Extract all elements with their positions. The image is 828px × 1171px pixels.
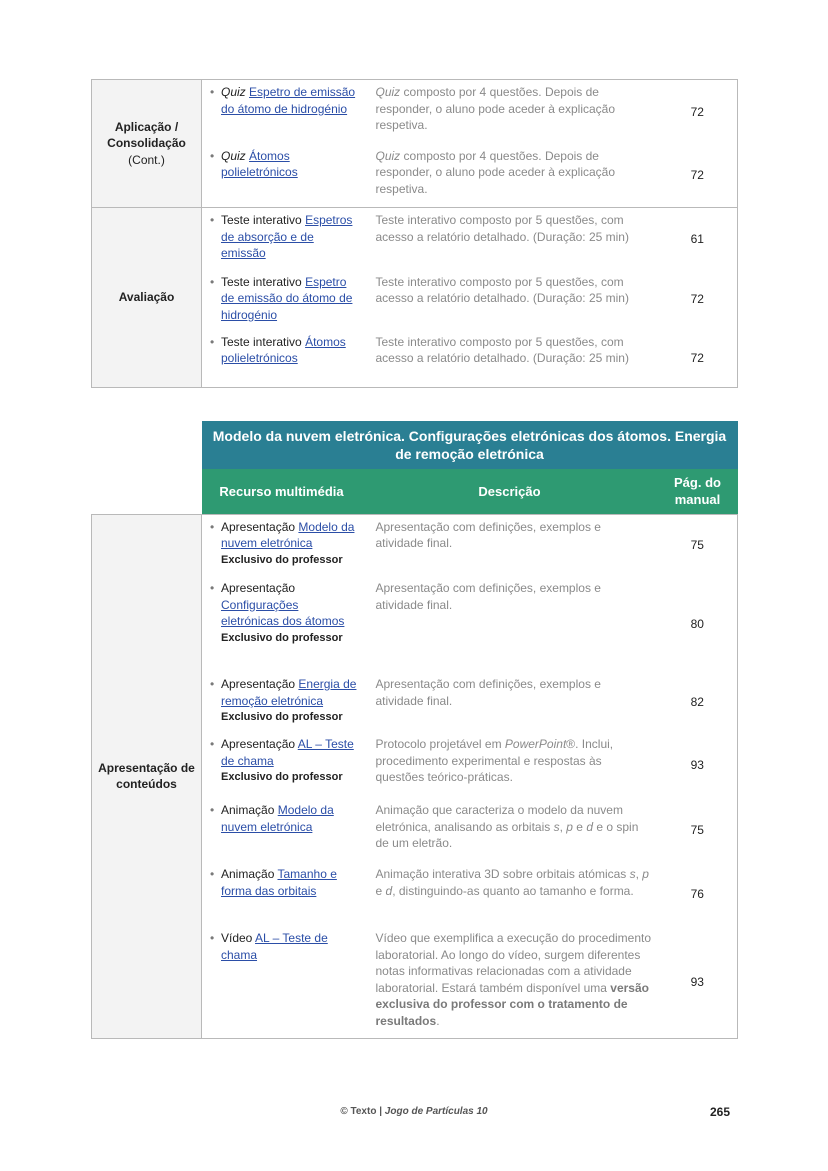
- desc-text: ,: [635, 867, 643, 881]
- resource-link[interactable]: AL – Teste de chama: [221, 737, 354, 768]
- resource-link[interactable]: Modelo da nuvem eletrónica: [221, 803, 334, 834]
- exclusive-label: Exclusivo do professor: [221, 711, 343, 723]
- table-header-row: [92, 469, 738, 514]
- resource-cell: [202, 862, 362, 926]
- desc-italic: Quiz: [375, 85, 401, 99]
- desc-text: Animação que caracteriza o modelo da nuvem eletrónica, analisando as orbitais: [375, 803, 623, 834]
- desc-italic: s: [553, 819, 560, 834]
- desc-text: Protocolo projetável em: [375, 737, 505, 751]
- bullet: •: [210, 581, 215, 595]
- resource-type: Teste interativo: [221, 334, 302, 349]
- desc-italic: p: [566, 819, 573, 834]
- resource-link[interactable]: Átomos polieletrónicos: [221, 334, 346, 365]
- desc-text: e o spin de um eletrão.: [375, 819, 639, 850]
- desc-text: composto por 4 questões. Depois de responder, o aluno pode aceder à explicação respetiva.: [375, 85, 616, 132]
- desc-italic: p: [642, 867, 649, 881]
- desc-text: ®. Inclui, procedimento experimental e respostas às questões teórico-práticas.: [375, 737, 614, 784]
- bullet: •: [210, 274, 215, 289]
- page-cell: 75: [658, 798, 738, 862]
- desc-italic: d: [385, 883, 393, 898]
- book-title: Jogo de Partículas 10: [384, 1106, 488, 1117]
- page-cell: 72: [658, 80, 738, 144]
- resource-type: Apresentação: [221, 519, 296, 534]
- description-cell: Apresentação com definições, exemplos e atividade final.: [375, 677, 601, 708]
- page-cell: 75: [658, 514, 738, 576]
- description-cell: [362, 80, 658, 144]
- exclusive-label: Exclusivo do professor: [221, 771, 343, 783]
- resources-table-continued: [91, 79, 738, 388]
- resource-type: Teste interativo: [221, 274, 302, 289]
- table-row: [92, 80, 738, 144]
- category-label: Aplicação / Consolidação: [107, 119, 186, 151]
- resource-link[interactable]: Espetro de emissão do átomo de hidrogénio: [221, 85, 356, 116]
- exclusive-label: Exclusivo do professor: [221, 631, 343, 644]
- header-page: Pág. do manual: [658, 469, 738, 514]
- description-cell: [362, 926, 658, 1038]
- resource-type: Animação: [221, 867, 275, 881]
- desc-text: Animação interativa 3D sobre orbitais atómicas: [375, 867, 630, 881]
- desc-text: e: [572, 819, 587, 834]
- table-title: Modelo da nuvem eletrónica. Configurações eletrónicas dos átomos. Energia de remoção eletrónica: [202, 421, 738, 469]
- resource-cell: [202, 514, 362, 576]
- resource-link[interactable]: Configurações eletrónicas dos átomos: [221, 597, 345, 628]
- description-cell: Apresentação com definições, exemplos e atividade final.: [375, 581, 601, 612]
- description-cell: Apresentação com definições, exemplos e atividade final.: [362, 514, 658, 576]
- bullet: •: [210, 85, 215, 99]
- description-cell: [362, 732, 658, 798]
- description-cell: [362, 862, 658, 926]
- resource-link[interactable]: Espetros de absorção e de emissão: [221, 213, 353, 260]
- exclusive-label: Exclusivo do professor: [221, 553, 343, 566]
- bullet: •: [210, 931, 215, 945]
- resource-cell: [202, 208, 362, 270]
- resource-link[interactable]: AL – Teste de chama: [221, 931, 328, 962]
- resources-table: [91, 421, 738, 1039]
- bullet: •: [210, 803, 215, 817]
- resource-cell: [202, 270, 362, 330]
- desc-text: e: [375, 883, 386, 898]
- bullet: •: [210, 213, 215, 227]
- page-cell: 76: [658, 862, 738, 926]
- page-cell: 80: [658, 576, 738, 672]
- resource-link[interactable]: Energia de remoção eletrónica: [221, 677, 357, 708]
- bullet: •: [210, 148, 215, 163]
- resource-type: Quiz: [221, 85, 246, 99]
- table-row: [92, 514, 738, 576]
- desc-text: .: [436, 1013, 440, 1028]
- description-cell: Teste interativo composto por 5 questões, com acesso a relatório detalhado. (Duração: 25 min): [375, 274, 629, 305]
- resource-cell: [202, 732, 362, 798]
- resource-cell: [202, 798, 362, 862]
- desc-italic: d: [586, 819, 593, 834]
- header-description: Descrição: [362, 469, 658, 514]
- resource-cell: [202, 330, 362, 388]
- desc-bold: versão exclusiva do professor com o tratamento de resultados: [375, 980, 649, 1028]
- description-cell: [362, 798, 658, 862]
- resource-link[interactable]: Tamanho e forma das orbitais: [221, 867, 337, 898]
- copyright-text: © Texto |: [340, 1106, 385, 1117]
- desc-text: composto por 4 questões. Depois de responder, o aluno pode aceder à explicação respetiva.: [375, 148, 616, 196]
- desc-italic: Quiz: [375, 148, 401, 163]
- category-cell: [92, 80, 202, 208]
- table-row: [92, 208, 738, 270]
- page-cell: 93: [658, 926, 738, 1038]
- description-cell: Teste interativo composto por 5 questões, com acesso a relatório detalhado. (Duração: 25 min): [362, 330, 658, 388]
- resource-type: Animação: [221, 803, 275, 817]
- description-cell: Teste interativo composto por 5 questões, com acesso a relatório detalhado. (Duração: 25 min): [362, 208, 658, 270]
- desc-text: , distinguindo-as quanto ao tamanho e forma.: [392, 883, 634, 898]
- resource-type: Apresentação: [221, 677, 296, 691]
- desc-italic: PowerPoint: [504, 737, 567, 751]
- bullet: •: [210, 677, 215, 691]
- resource-link[interactable]: Espetro de emissão do átomo de hidrogénio: [221, 274, 353, 322]
- desc-text: Vídeo que exemplifica a execução do procedimento laboratorial. Ao longo do vídeo, surgem diferentes notas informativas relacionadas com a atividade laboratorial. Estará também disponível uma: [375, 931, 652, 995]
- category-cell: Avaliação: [92, 208, 202, 388]
- description-cell: [362, 144, 658, 208]
- resource-type: Vídeo: [221, 931, 253, 945]
- resource-type: Apresentação: [221, 737, 296, 751]
- resource-cell: [202, 80, 362, 144]
- resource-cell: [202, 926, 362, 1038]
- page-cell: 72: [658, 270, 738, 330]
- resource-type: Teste interativo: [221, 213, 302, 227]
- page-cell: 61: [658, 208, 738, 270]
- table-title-row: [92, 421, 738, 469]
- bullet: •: [210, 737, 215, 751]
- desc-italic: s: [629, 867, 636, 881]
- resource-link[interactable]: Átomos polieletrónicos: [221, 148, 298, 179]
- resource-cell: [202, 576, 362, 672]
- page-cell: 93: [658, 732, 738, 798]
- header-resource: Recurso multimédia: [202, 469, 362, 514]
- resource-cell: [202, 144, 362, 208]
- bullet: •: [210, 334, 215, 349]
- category-cell: Apresentação de conteúdos: [92, 514, 202, 1038]
- page-cell: 72: [658, 330, 738, 388]
- desc-text: ,: [559, 819, 567, 834]
- page-cell: 72: [658, 144, 738, 208]
- page-number: 265: [709, 1105, 730, 1119]
- bullet: •: [210, 867, 215, 881]
- resource-type: Apresentação: [221, 581, 296, 595]
- resource-cell: [202, 672, 362, 732]
- resource-link[interactable]: Modelo da nuvem eletrónica: [221, 519, 355, 550]
- page-cell: 82: [658, 672, 738, 732]
- resource-type: Quiz: [221, 148, 246, 163]
- category-sub-label: (Cont.): [128, 152, 165, 167]
- bullet: •: [210, 519, 215, 534]
